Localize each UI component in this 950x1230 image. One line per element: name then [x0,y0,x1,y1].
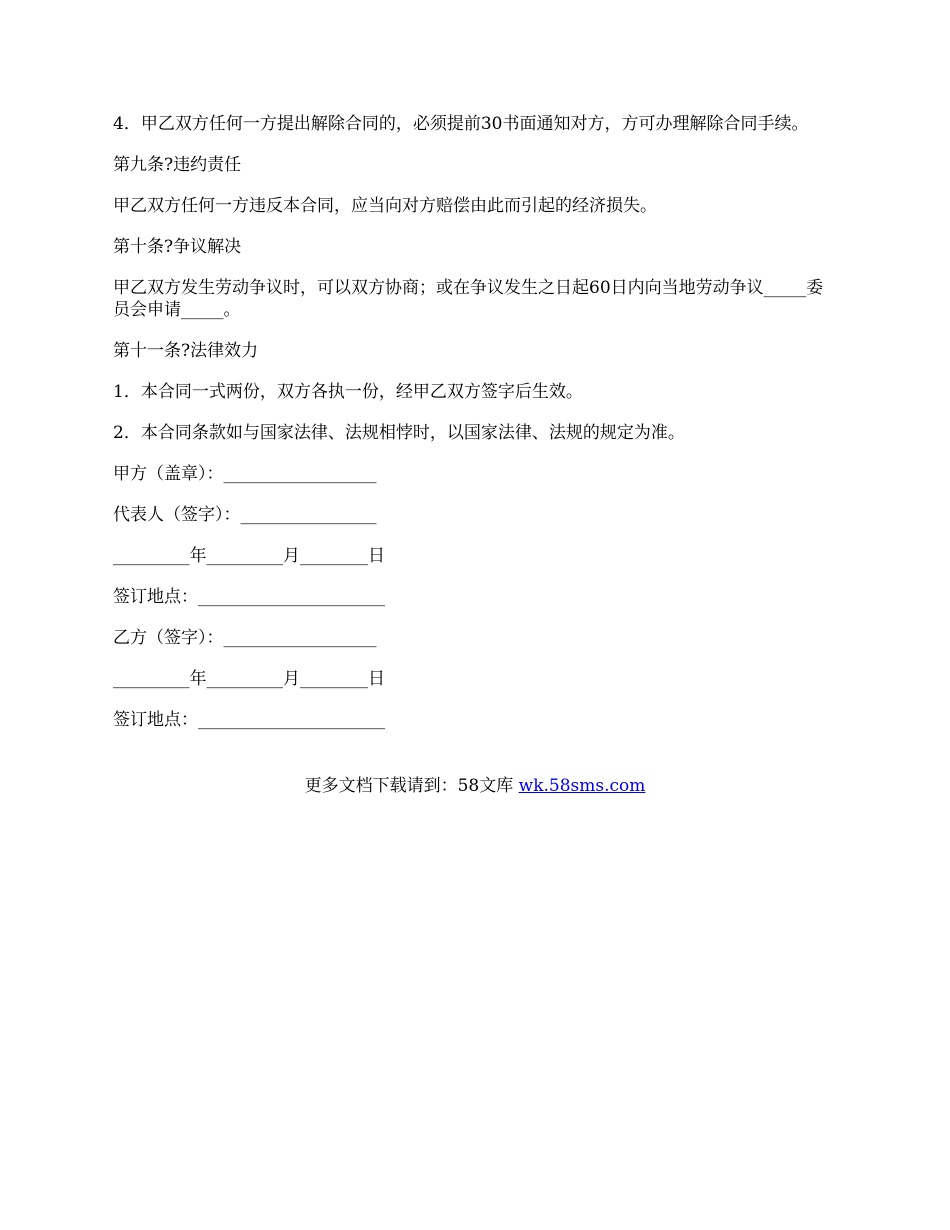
article-9-text: 甲乙双方任何一方违反本合同，应当向对方赔偿由此而引起的经济损失。 [113,196,657,216]
party-a-seal-line: 甲方（盖章）：__________________ [113,464,377,484]
clause-termination-notice: 4．甲乙双方任何一方提出解除合同的，必须提前30书面通知对方，方可办理解除合同手续。 [113,114,809,134]
party-b-signature-line: 乙方（签字）：__________________ [113,628,377,648]
article-10-text: 甲乙双方发生劳动争议时，可以双方协商；或在争议发生之日起60日内向当地劳动争议_____委员会申请_____。 [113,278,824,320]
party-a-signing-place-line: 签订地点：______________________ [113,587,385,607]
party-a-date-line: _________年_________月________日 [113,546,385,566]
download-footer [0,775,950,797]
article-10-heading: 第十条?争议解决 [113,237,242,257]
footer-prefix-text: 更多文档下载请到：58文库 [304,776,519,796]
article-9-heading: 第九条?违约责任 [113,155,242,175]
party-b-signing-place-line: 签订地点：______________________ [113,710,385,730]
document-body [113,113,840,750]
article-11-item-2: 2．本合同条款如与国家法律、法规相悖时，以国家法律、法规的规定为准。 [113,423,685,443]
footer-website-link[interactable]: wk.58sms.com [518,776,646,796]
article-11-item-1: 1．本合同一式两份，双方各执一份，经甲乙双方签字后生效。 [113,382,583,402]
representative-signature-line: 代表人（签字）：________________ [113,505,377,525]
party-b-date-line: _________年_________月________日 [113,669,385,689]
article-11-heading: 第十一条?法律效力 [113,341,259,361]
